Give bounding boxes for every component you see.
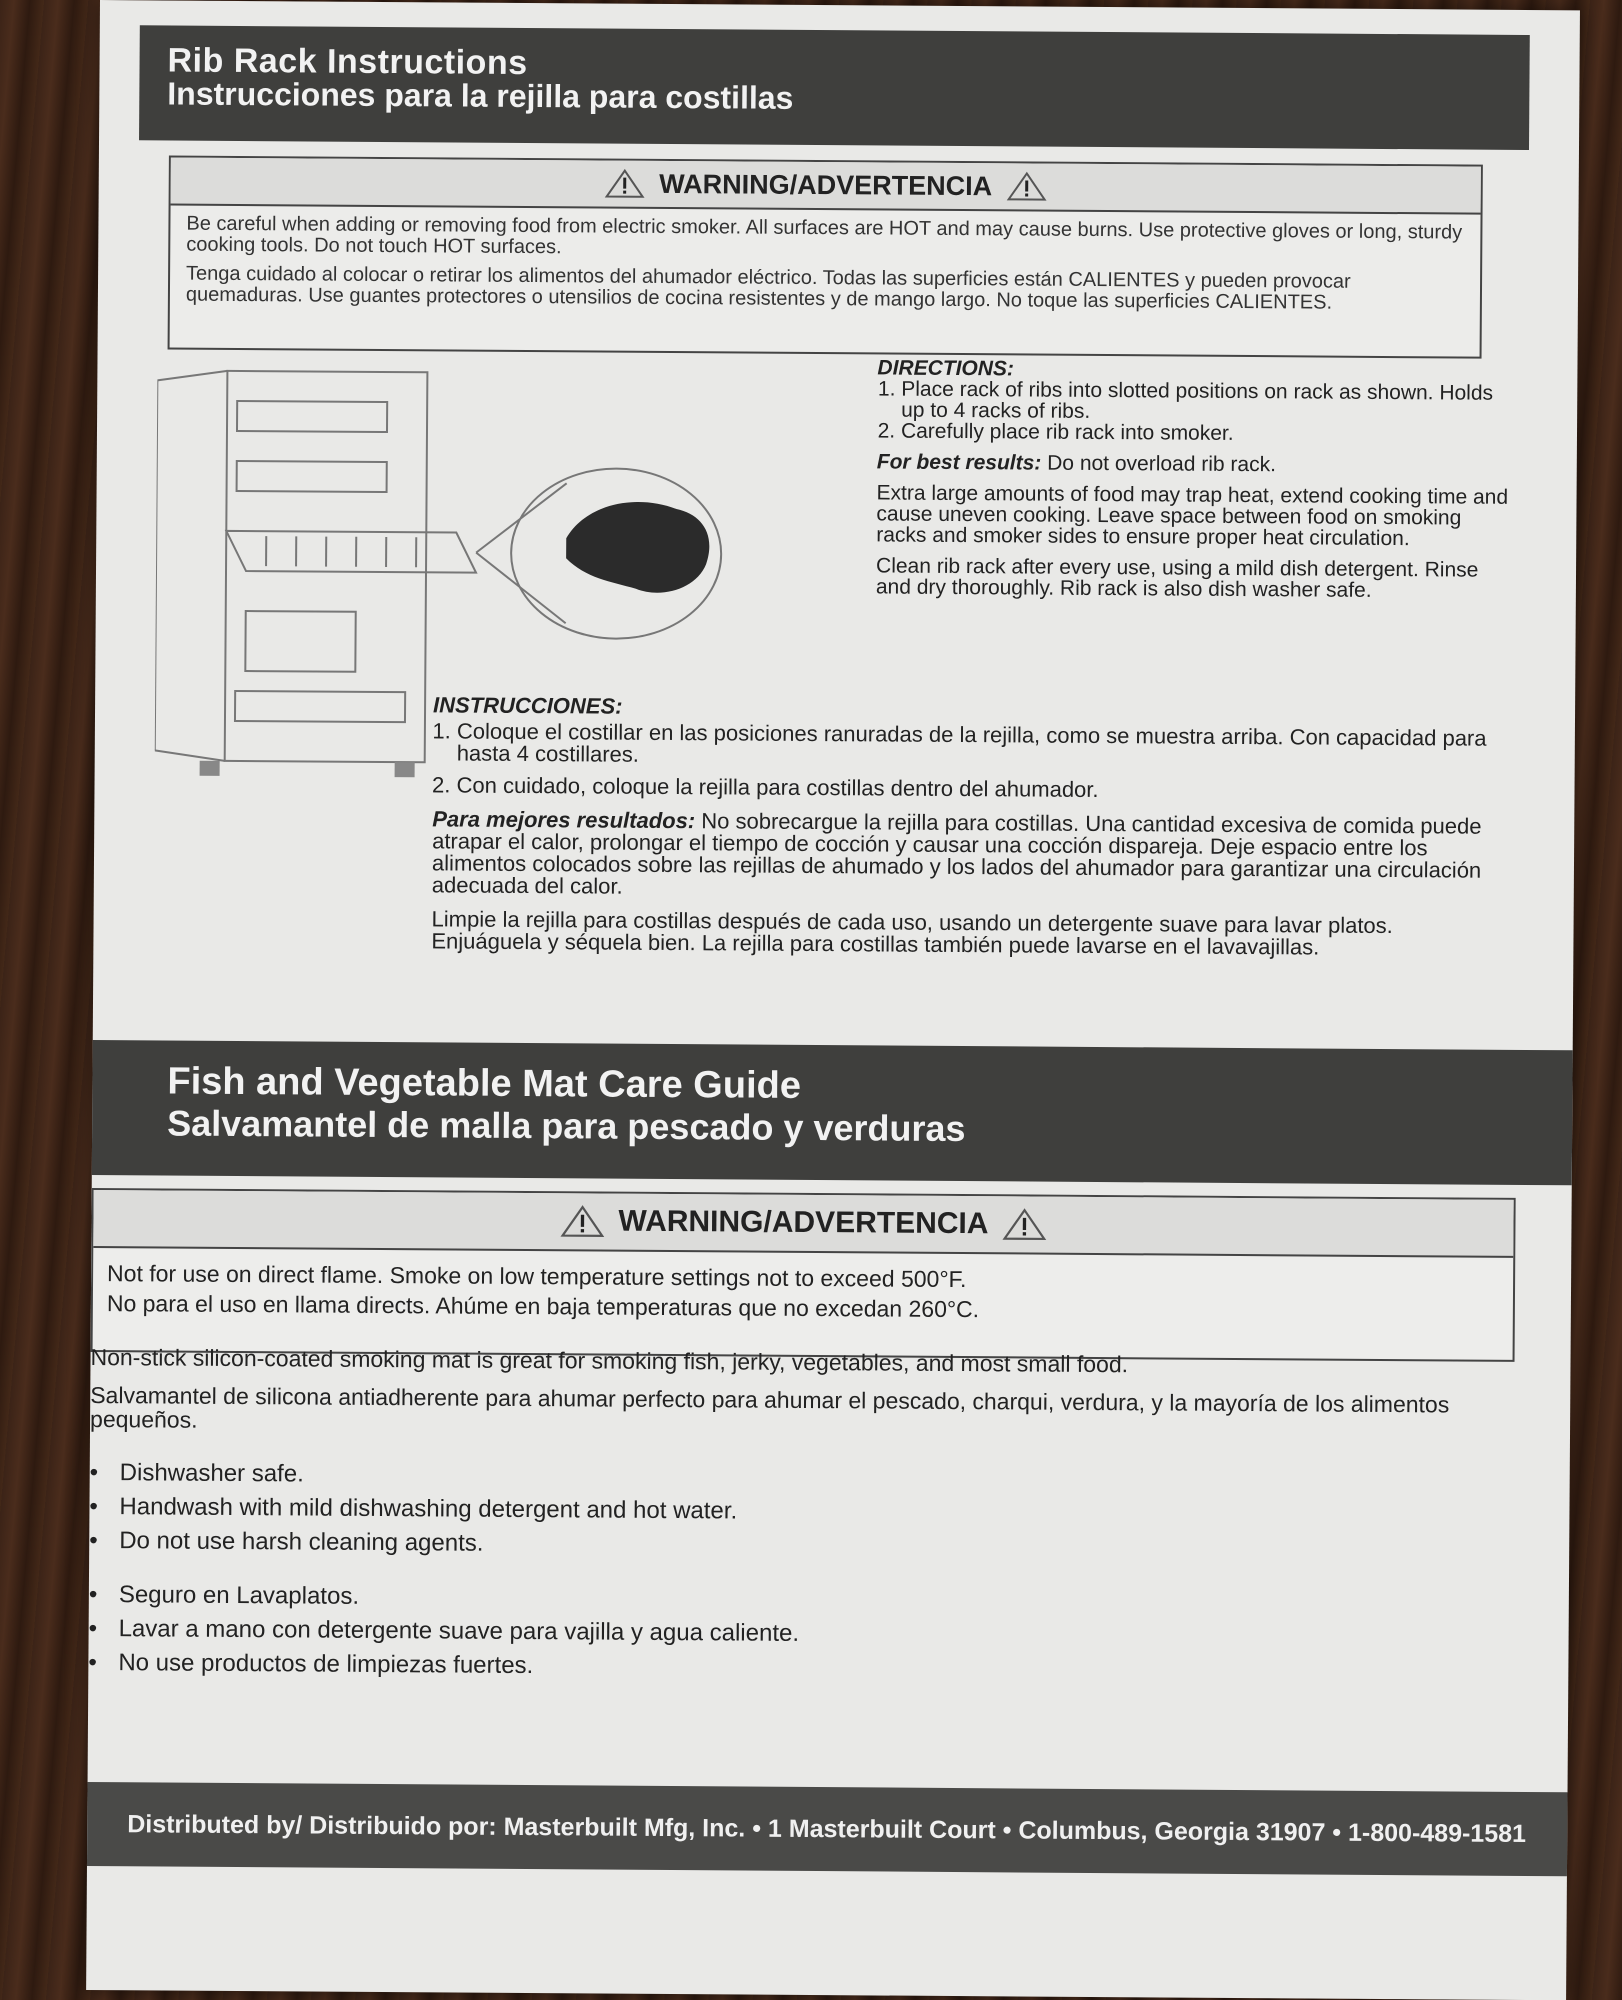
warning-heading	[93, 1190, 1513, 1258]
rib-rack-title-es: Instrucciones para la rejilla para costillas	[167, 75, 794, 116]
best-results-detail: Extra large amounts of food may trap heat, extend cooking time and cause uneven cooking. Leave space between food on smoking racks and smoker sides to ensure proper heat circulation.	[876, 481, 1509, 551]
best-results-text: Do not overload rib rack.	[1047, 451, 1277, 477]
warning-text-es: Tenga cuidado al colocar o retirar los alimentos del ahumador eléctrico. Todas las superficies están CALIENTES y pueden provocar quemaduras. Use guantes protectores o utensilios de cocina resistentes y de mango largo. No toque las superficies CALIENTES.	[185, 262, 1351, 314]
mat-care-title-es: Salvamantel de malla para pescado y verduras	[167, 1102, 966, 1150]
warning-triangle-icon	[560, 1204, 604, 1238]
mat-warning-es: No para el uso en llama directs. Ahúme en baja temperaturas que no excedan 260°C.	[106, 1290, 980, 1323]
footer-text: Distributed by/ Distribuido por: Masterbuilt Mfg, Inc. • 1 Masterbuilt Court • Columbus, Georgia 31907 • 1-800-489-1581	[127, 1809, 1527, 1848]
list-item: • Lavar a mano con detergente suave para vajilla y agua caliente.	[89, 1617, 1509, 1651]
distributor-footer	[86, 1782, 1580, 1877]
rib-rack-header	[139, 25, 1530, 150]
warning-triangle-icon	[605, 169, 645, 199]
instruction-sheet	[86, 0, 1580, 2000]
mejores-resultados-label: Para mejores resultados:	[432, 806, 696, 834]
limpie-instructions: Limpie la rejilla para costillas después de cada uso, usando un detergente suave para lavar platos. Enjuáguela y séquela bien. La rejilla para costillas también puede lavarse en el lavavajillas.	[431, 906, 1393, 960]
warning-text-en: Be careful when adding or removing food from electric smoker. All surfaces are HOT and may cause burns. Use protective gloves or long, sturdy cooking tools. Do not touch HOT surfaces.	[186, 212, 1463, 259]
rib-warning-box	[168, 155, 1483, 358]
best-results-label: For best results:	[876, 450, 1042, 475]
mat-care-text	[88, 1345, 1510, 1695]
instrucciones-heading: INSTRUCCIONES:	[433, 692, 623, 719]
mejores-resultados-paragraph	[432, 808, 1503, 903]
list-item: 2. Con cuidado, coloque la rejilla para costillas dentro del ahumador.	[456, 775, 1502, 804]
list-item: 1. Coloque el costillar en las posiciones ranuradas de la rejilla, como se muestra arriba. Con capacidad para hasta 4 costillares.	[457, 721, 1503, 772]
clean-instructions: Clean rib rack after every use, using a mild dish detergent. Rinse and dry thoroughly. Rib rack is also dish washer safe.	[875, 554, 1479, 602]
directions-list	[877, 378, 1517, 445]
warning-triangle-icon	[1002, 1207, 1046, 1241]
mejores-resultados-text: No sobrecargue la rejilla para costillas. Una cantidad excesiva de comida puede atrapar el calor, prolongar el tiempo de cocción y causar una cocción dispareja. Deje espacio entre los alimentos colocados sobre las rejillas de ahumado y los lados del ahumador para garantizar una circulación adecuada del calor.	[431, 808, 1482, 899]
list-item: • Handwash with mild dishwashing detergent and hot water.	[89, 1495, 1509, 1529]
directions-block	[876, 357, 1518, 601]
mat-warning-en: Not for use on direct flame. Smoke on low temperature settings not to exceed 500°F.	[107, 1260, 967, 1293]
list-item: 2. Carefully place rib rack into smoker.	[901, 421, 1517, 446]
list-item: 1. Place rack of ribs into slotted positions on rack as shown. Holds up to 4 racks of ribs.	[901, 379, 1517, 425]
mat-description-en: Non-stick silicon-coated smoking mat is great for smoking fish, jerky, vegetables, and most small food.	[90, 1343, 1129, 1378]
rib-rack-title-en: Rib Rack Instructions	[167, 41, 528, 82]
mat-description-es: Salvamantel de silicona antiadherente para ahumar perfecto para ahumar el pescado, charqui, verdura, y la mayoría de los alimentos pequeños.	[90, 1381, 1450, 1433]
mat-warning-box	[91, 1188, 1516, 1362]
list-item: • No use productos de limpiezas fuertes.	[88, 1651, 1508, 1685]
instrucciones-list	[432, 720, 1503, 803]
mat-care-header	[86, 1040, 1573, 1185]
directions-heading: DIRECTIONS:	[877, 356, 1015, 381]
list-item: • Dishwasher safe.	[90, 1461, 1510, 1495]
list-item: • Seguro en Lavaplatos.	[89, 1583, 1509, 1617]
care-bullets-en	[89, 1461, 1510, 1563]
warning-label: WARNING/ADVERTENCIA	[659, 168, 993, 201]
warning-label: WARNING/ADVERTENCIA	[618, 1204, 989, 1241]
instrucciones-block	[431, 694, 1503, 959]
list-item: • Do not use harsh cleaning agents.	[89, 1529, 1509, 1563]
warning-triangle-icon	[1006, 171, 1046, 201]
care-bullets-es	[88, 1583, 1509, 1685]
best-results-paragraph	[877, 451, 1517, 476]
mat-care-title-en: Fish and Vegetable Mat Care Guide	[167, 1060, 802, 1107]
